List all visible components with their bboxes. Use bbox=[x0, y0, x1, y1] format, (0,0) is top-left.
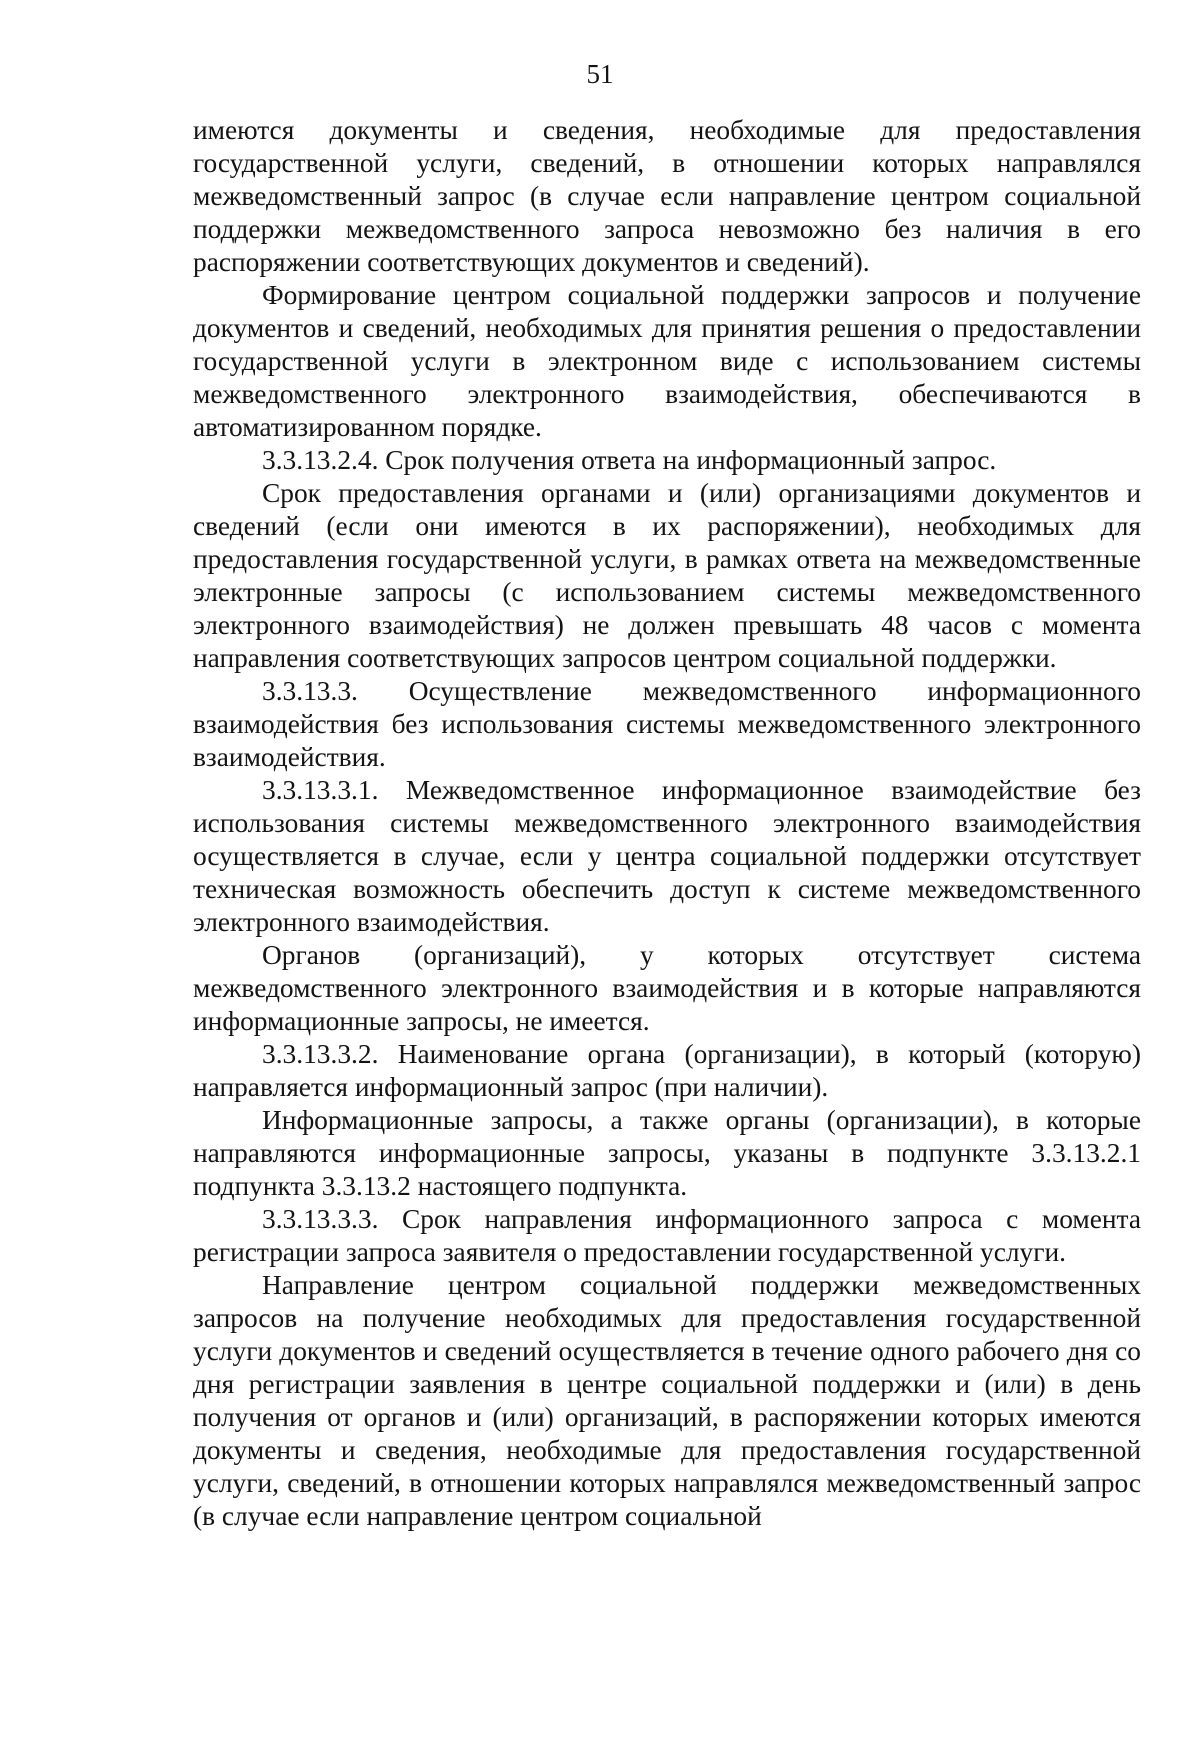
paragraph-no-organizations: Органов (организаций), у которых отсутствует система межведомственного электронного взаимодействия и в которые направляются информационные запросы, не имеется. bbox=[193, 940, 1141, 1036]
paragraph-3-3-13-3-3-heading: 3.3.13.3.3. Срок направления информационного запроса с момента регистрации запроса заявителя о предоставлении государственной услуги. bbox=[193, 1204, 1141, 1267]
paragraph-request-sending-term: Направление центром социальной поддержки межведомственных запросов на получение необходимых для предоставления государственной услуги документов и сведений осуществляется в течение одного рабочего дня со дня регистрации заявления в центре социальной поддержки и (или) в день получения от органов и (или) организаций, в распоряжении которых имеются документы и сведения, необходимые для предоставления государственной услуги, сведений, в отношении которых направлялся межведомственный запрос (в случае если направление центром социальной bbox=[193, 1270, 1141, 1531]
paragraph-3-3-13-3-2-heading: 3.3.13.3.2. Наименование органа (организации), в который (которую) направляется информационный запрос (при наличии). bbox=[193, 1039, 1141, 1102]
paragraph-3-3-13-3-heading: 3.3.13.3. Осуществление межведомственного информационного взаимодействия без использования системы межведомственного электронного взаимодействия. bbox=[193, 676, 1141, 772]
document-body bbox=[193, 114, 1141, 1533]
paragraph-requests-reference: Информационные запросы, а также органы (организации), в которые направляются информационные запросы, указаны в подпункте 3.3.13.2.1 подпункта 3.3.13.2 настоящего подпункта. bbox=[193, 1105, 1141, 1201]
paragraph-3-3-13-3-1: 3.3.13.3.1. Межведомственное информационное взаимодействие без использования системы межведомственного электронного взаимодействия осуществляется в случае, если у центра социальной поддержки отсутствует техническая возможность обеспечить доступ к системе межведомственного электронного взаимодействия. bbox=[193, 775, 1141, 937]
paragraph-request-formation: Формирование центром социальной поддержки запросов и получение документов и сведений, необходимых для принятия решения о предоставлении государственной услуги в электронном виде с использованием системы межведомственного электронного взаимодействия, обеспечиваются в автоматизированном порядке. bbox=[193, 280, 1141, 442]
paragraph-response-deadline: Срок предоставления органами и (или) организациями документов и сведений (если они имеются в их распоряжении), необходимых для предоставления государственной услуги, в рамках ответа на межведомственные электронные запросы (с использованием системы межведомственного электронного взаимодействия) не должен превышать 48 часов с момента направления соответствующих запросов центром социальной поддержки. bbox=[193, 478, 1141, 673]
paragraph-continuation: имеются документы и сведения, необходимые для предоставления государственной услуги, сведений, в отношении которых направлялся межведомственный запрос (в случае если направление центром социальной поддержки межведомственного запроса невозможно без наличия в его распоряжении соответствующих документов и сведений). bbox=[193, 115, 1141, 277]
page-number: 51 bbox=[586, 59, 614, 89]
paragraph-3-3-13-2-4-heading: 3.3.13.2.4. Срок получения ответа на информационный запрос. bbox=[262, 445, 997, 475]
